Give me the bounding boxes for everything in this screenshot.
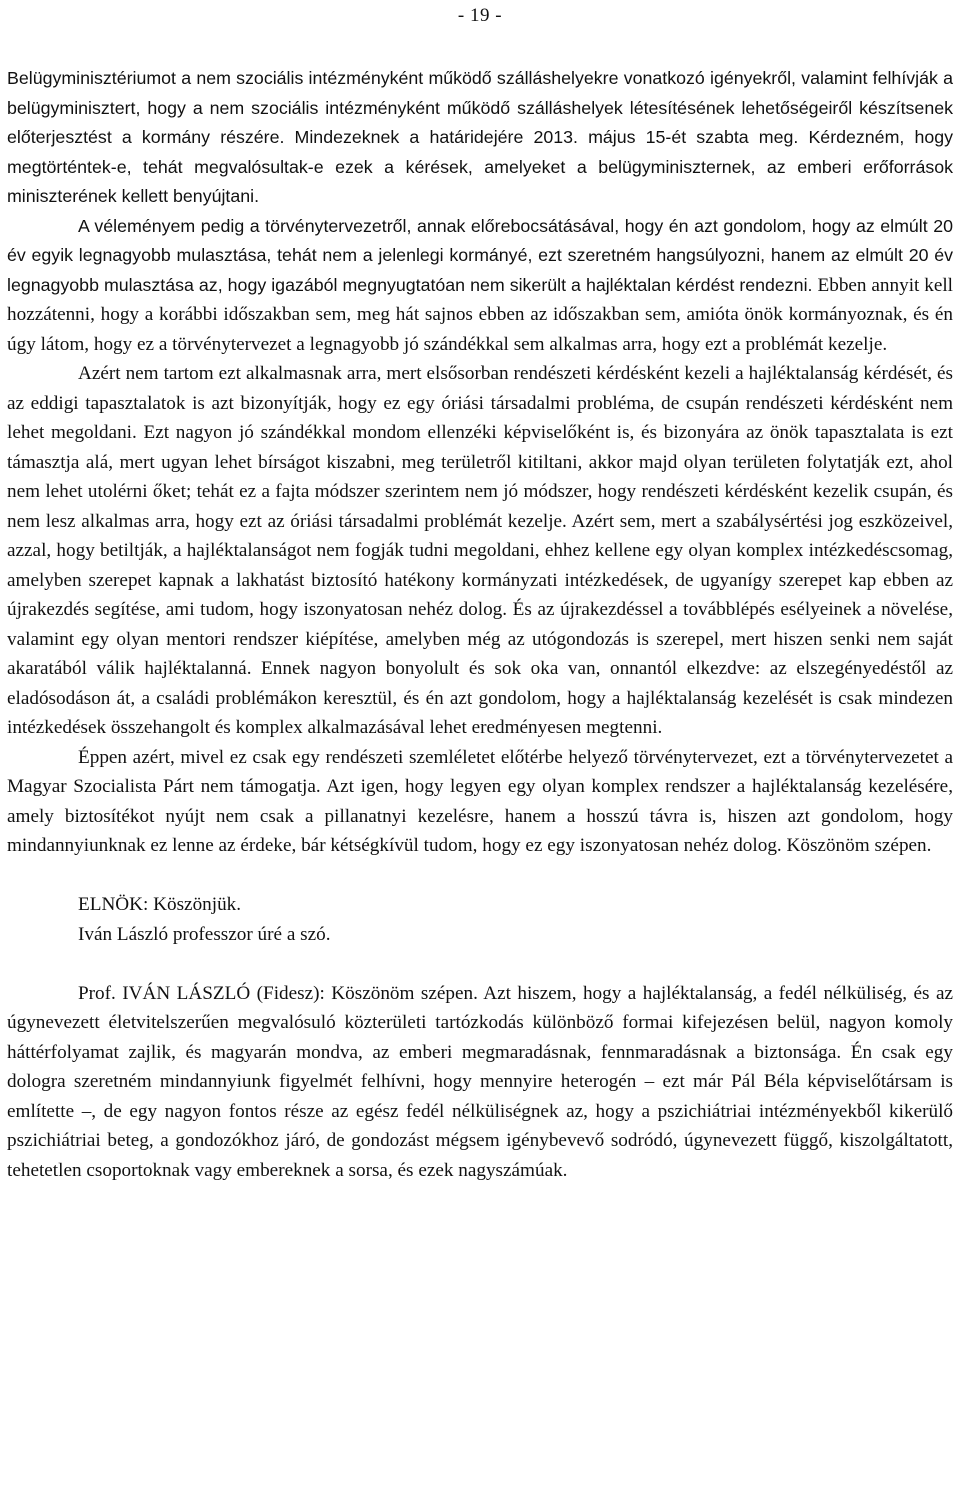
paragraph-continued: Belügyminisztériumot a nem szociális intézményként működő szálláshelyekre vonatkozó igényekről, valamint felhívják a belügyminisztert, hogy a nem szociális intézményként működő szálláshelyek létesítésének lehetőségeiről készítsenek előterjesztést a kormány részére. Mindezeknek a határidejére 2013. május 15-ét szabta meg. Kérdezném, hogy megtörténtek-e, tehát megvalósultak-e ezek a kérések, amelyeket a belügyminiszternek, az emberi erőforrások miniszterének kellett benyújtani. <box>7 68 953 206</box>
paragraph-ivan-laszlo: Prof. IVÁN LÁSZLÓ (Fidesz): Köszönöm szépen. Azt hiszem, hogy a hajléktalanság, a fedél nélküliség, és az úgynevezett életvitelszerűen megvalósuló közterületi tartózkodás különböző formai kifejezésen belül, nagyon komoly háttérfolyamat zajlik, és magyarán mondva, az emberi megmaradásnak, fennmaradásnak a biztonsága. Én csak egy dologra szeretném mindannyiunk figyelmét felhívni, hogy mennyire heterogén – ezt már Pál Béla képviselőtársam is említette –, de egy nagyon fontos része az egész fedél nélküliségnek az, hogy a pszichiátriai intézményekből kikerülő pszichiátriai beteg, a gondozókhoz járó, de gondozást mégsem igénybevevő sodródó, úgynevezett függő, kiszolgáltatott, tehetetlen csoportoknak vagy embereknek a sorsa, és ezek nagyszámúak. <box>7 982 953 1181</box>
paragraph-opinion-sans-part: A véleményem pedig a törvénytervezetről, annak előrebocsátásával, hogy én azt gondolom, hogy az elmúlt 20 év egyik legnagyobb mulasztása, tehát nem a jelenlegi kormányé, ezt szeretném hangsúlyozni, hanem az elmúlt 20 év legnagyobb mulasztása az, hogy igazából megnyugtatóan nem sikerült a hajléktalan kérdést rendezni. <box>7 215 953 295</box>
paragraph-opinion <box>7 212 953 360</box>
body-text-serif <box>7 359 953 1185</box>
chair-gives-floor: Iván László professzor úré a szó. <box>78 923 331 945</box>
paragraph-opinion-serif-part: Ebben annyit kell hozzátenni, hogy a korábbi időszakban sem, meg hát sajnos ebben az időszakban sem, amióta önök kormányoznak, és én úgy látom, hogy ez a törvénytervezet a legnagyobb jó szándékkal sem alkalmas arra, hogy ezt a problémát kezelje. <box>7 274 953 355</box>
body-text-sans <box>7 64 953 359</box>
paragraph-argument: Azért nem tartom ezt alkalmasnak arra, mert elsősorban rendészeti kérdésként kezeli a hajléktalanság kérdését, és az eddigi tapasztalatok is azt bizonyítják, hogy ez egy óriási társadalmi probléma, de csupán rendészeti kérdésként nem lehet megoldani. Ezt nagyon jó szándékkal mondom ellenzéki képviselőként is, és bizonyára az önök tapasztalata is ezt támasztja alá, mert ugyan lehet bírságot kiszabni, meg területről kitiltani, akkor majd olyan területen folytatják ezt, ahol nem lehet utolérni őket; tehát ez a fajta módszer szerintem nem jó módszer, hogy rendészeti kérdésként kezelik csupán, és nem lesz alkalmas arra, hogy ezt az óriási társadalmi problémát kezelje. Azért sem, mert a szabálysértési jog eszközeivel, azzal, hogy betiltják, a hajléktalanságot nem fogják tudni megoldani, ehhez kellene egy olyan komplex intézkedéscsomag, amelyben szerepet kapnak a lakhatást biztosító hatékony kormányzati intézkedések, de ugyanígy szerepet kap ebben az újrakezdés segítése, ami tudom, hogy iszonyatosan nehéz dolog. És az újrakezdéssel a továbblépés esélyeinek a növelése, valamint egy olyan mentori rendszer kiépítése, amelyben még az utógondozás is szerepel, mert hiszen senki nem saját akaratából válik hajléktalanná. Ennek nagyon bonyolult és sok oka van, onnantól elkezdve: az elszegényedéstől az eladósodáson át, a családi problémákon keresztül, és én azt gondolom, hogy a hajléktalanság kezelését is csak mindezen intézkedések összehangolt és komplex alkalmazásával lehet eredményesen megtenni. <box>7 363 953 738</box>
spacer <box>7 949 953 979</box>
paragraph-conclusion: Éppen azért, mivel ez csak egy rendészeti szemléletet előtérbe helyező törvénytervezet, ezt a törvénytervezetet a Magyar Szocialista Párt nem támogatja. Azt igen, hogy legyen egy olyan komplex rendszer a hajléktalanság kezelésére, amely biztosítékot nyújt nem csak a pillanatnyi kezelésre, hanem a hosszú távra is, hiszen azt gondolom, hogy mindannyiunknak ez lenne az érdeke, bár kétségkívül tudom, hogy ez egy iszonyatosan nehéz dolog. Köszönöm szépen. <box>7 746 953 856</box>
page-number: - 19 - <box>457 5 503 26</box>
chair-thanks: ELNÖK: Köszönjük. <box>78 894 242 915</box>
spacer <box>7 861 953 891</box>
